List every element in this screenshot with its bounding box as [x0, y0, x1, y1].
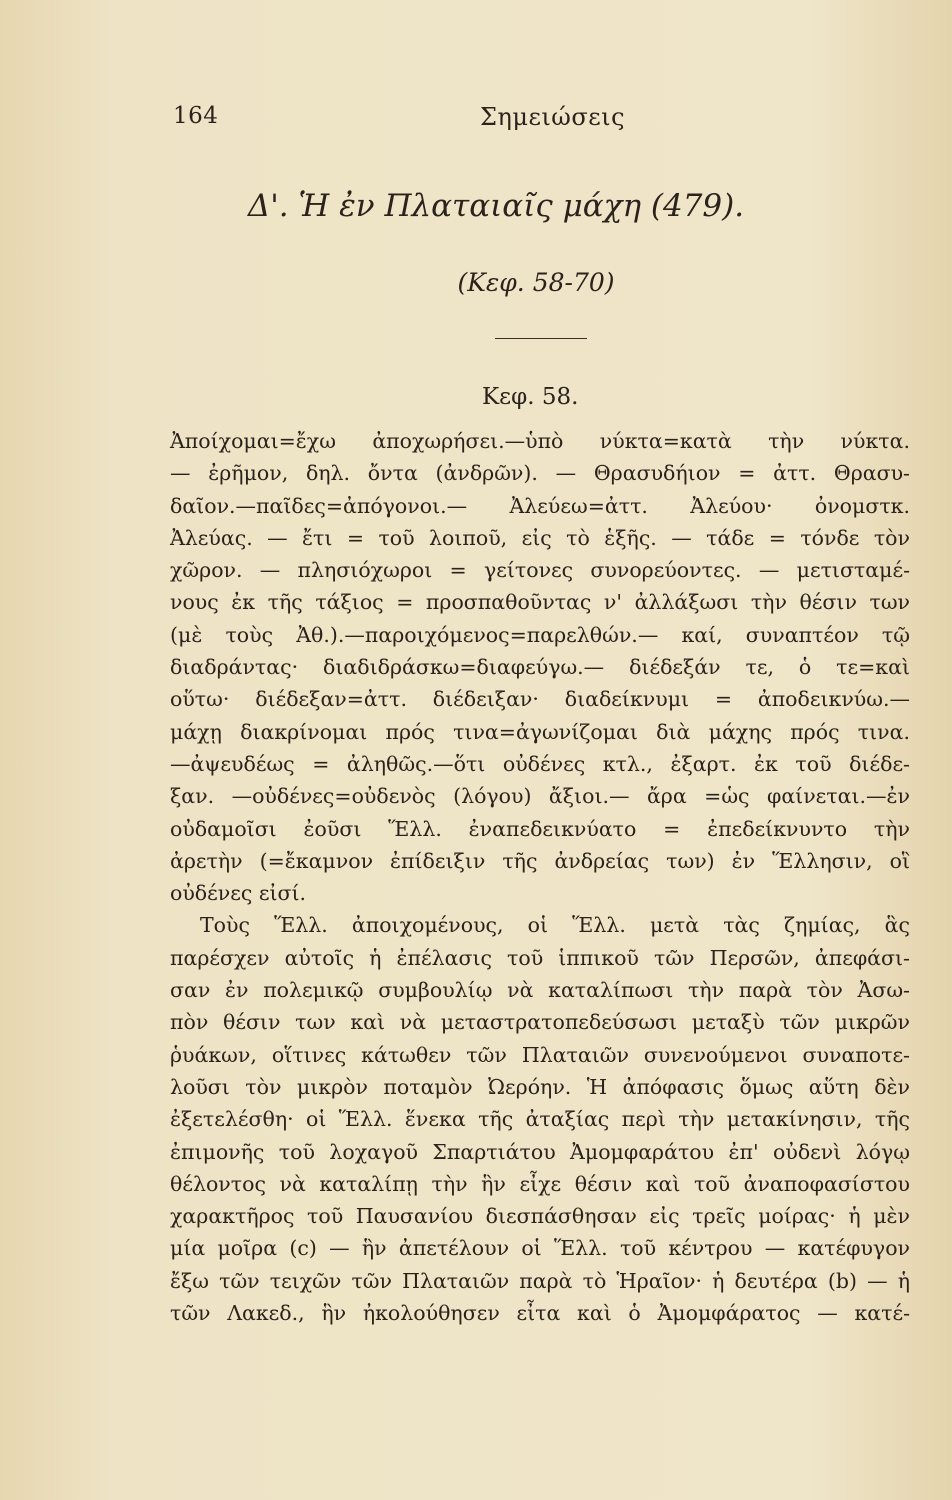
text-line: χῶρον. — πλησιόχωροι = γείτονες συνορεύοντες. — μετισταμέ- — [170, 558, 910, 583]
text-line: οὕτω· διέδεξαν=ἀττ. διέδειξαν· διαδείκνυμι = ἀποδεικνύω.— — [170, 687, 910, 712]
text-line: ῥυάκων, οἵτινες κάτωθεν τῶν Πλαταιῶν συνενούμενοι συναποτε- — [170, 1042, 910, 1067]
text-line: οὐδαμοῖσι ἐοῦσι Ἕλλ. ἐναπεδεικνύατο = ἐπεδείκνυντο τὴν — [170, 816, 910, 841]
notes-body — [170, 425, 910, 1329]
text-line: σαν ἐν πολεμικῷ συμβουλίῳ νὰ καταλίπωσι τὴν παρὰ τὸν Ἀσω- — [170, 978, 910, 1003]
text-line: ἐξετελέσθη· οἱ Ἕλλ. ἕνεκα τῆς ἀταξίας περὶ τὴν μετακίνησιν, τῆς — [170, 1107, 910, 1132]
paragraph-start-line: Τοὺς Ἕλλ. ἀποιχομένους, οἱ Ἕλλ. μετὰ τὰς ζημίας, ἃς — [200, 913, 910, 938]
running-title: Σημειώσεις — [480, 103, 626, 131]
text-line: ξαν. —οὐδένες=οὐδενὸς (λόγου) ἄξιοι.— ἄρα =ὡς φαίνεται.—ἐν — [170, 784, 910, 809]
chapter-heading: Κεφ. 58. — [482, 384, 579, 410]
text-line: μία μοῖρα (c) — ἣν ἀπετέλουν οἱ Ἕλλ. τοῦ κέντρου — κατέφυγον — [170, 1236, 910, 1261]
text-line: ἔξω τῶν τειχῶν τῶν Πλαταιῶν παρὰ τὸ Ἡραῖον· ἡ δευτέρα (b) — ἡ — [170, 1268, 910, 1293]
text-line: οὐδένες εἰσί. — [170, 881, 307, 906]
text-line: λοῦσι τὸν μικρὸν ποταμὸν Ὠερόην. Ἡ ἀπόφασις ὅμως αὕτη δὲν — [170, 1074, 910, 1099]
text-line: Ἀποίχομαι=ἔχω ἀποχωρήσει.—ὑπὸ νύκτα=κατὰ τὴν νύκτα. — [170, 429, 910, 453]
text-line: χαρακτῆρος τοῦ Παυσανίου διεσπάσθησαν εἰς τρεῖς μοίρας· ἡ μὲν — [170, 1204, 910, 1229]
text-line: — ἐρῆμον, δηλ. ὄντα (ἀνδρῶν). — Θρασυδήιον = ἀττ. Θρασυ- — [170, 461, 910, 486]
text-line: —ἀψευδέως = ἀληθῶς.—ὅτι οὐδένες κτλ., ἐξαρτ. ἐκ τοῦ διέδε- — [170, 751, 910, 776]
text-line: διαδράντας· διαδιδράσκω=διαφεύγω.— διέδεξάν τε, ὁ τε=καὶ — [170, 655, 910, 680]
divider-rule — [495, 338, 587, 339]
section-title: Δ'. Ἡ ἐν Πλαταιαῖς μάχη (479). — [247, 188, 745, 224]
text-line: ἐπιμονῆς τοῦ λοχαγοῦ Σπαρτιάτου Ἀμομφαράτου ἐπ' οὐδενὶ λόγῳ — [170, 1139, 910, 1164]
section-subtitle: (Κεφ. 58-70) — [457, 268, 615, 297]
text-line: δαῖον.—παῖδες=ἀπόγονοι.— Ἀλεύεω=ἀττ. Ἀλεύου· ὀνομστκ. — [170, 493, 910, 518]
text-line: μάχῃ διακρίνομαι πρός τινα=ἀγωνίζομαι διὰ μάχης πρός τινα. — [170, 719, 910, 744]
text-line: παρέσχεν αὐτοῖς ἡ ἐπέλασις τοῦ ἱππικοῦ τῶν Περσῶν, ἀπεφάσι- — [170, 945, 910, 970]
text-line: ἀρετὴν (=ἔκαμνον ἐπίδειξιν τῆς ἀνδρείας των) ἐν Ἕλλησιν, οἳ — [170, 848, 910, 873]
page-number: 164 — [173, 103, 219, 129]
text-line: τῶν Λακεδ., ἣν ἠκολούθησεν εἶτα καὶ ὁ Ἀμομφάρατος — κατέ- — [170, 1301, 910, 1326]
text-line: νους ἐκ τῆς τάξιος = προσπαθοῦντας ν' ἀλλάξωσι τὴν θέσιν των — [170, 590, 910, 615]
text-line: (μὲ τοὺς Ἀθ.).—παροιχόμενος=παρελθών.— καί, συναπτέον τῷ — [170, 622, 910, 647]
text-line: θέλοντος νὰ καταλίπῃ τὴν ἣν εἶχε θέσιν καὶ τοῦ ἀναποφασίστου — [170, 1171, 910, 1196]
text-line: πὸν θέσιν των καὶ νὰ μεταστρατοπεδεύσωσι μεταξὺ τῶν μικρῶν — [170, 1010, 910, 1035]
text-line: Ἀλεύας. — ἔτι = τοῦ λοιποῦ, εἰς τὸ ἑξῆς. — τάδε = τόνδε τὸν — [170, 525, 910, 550]
